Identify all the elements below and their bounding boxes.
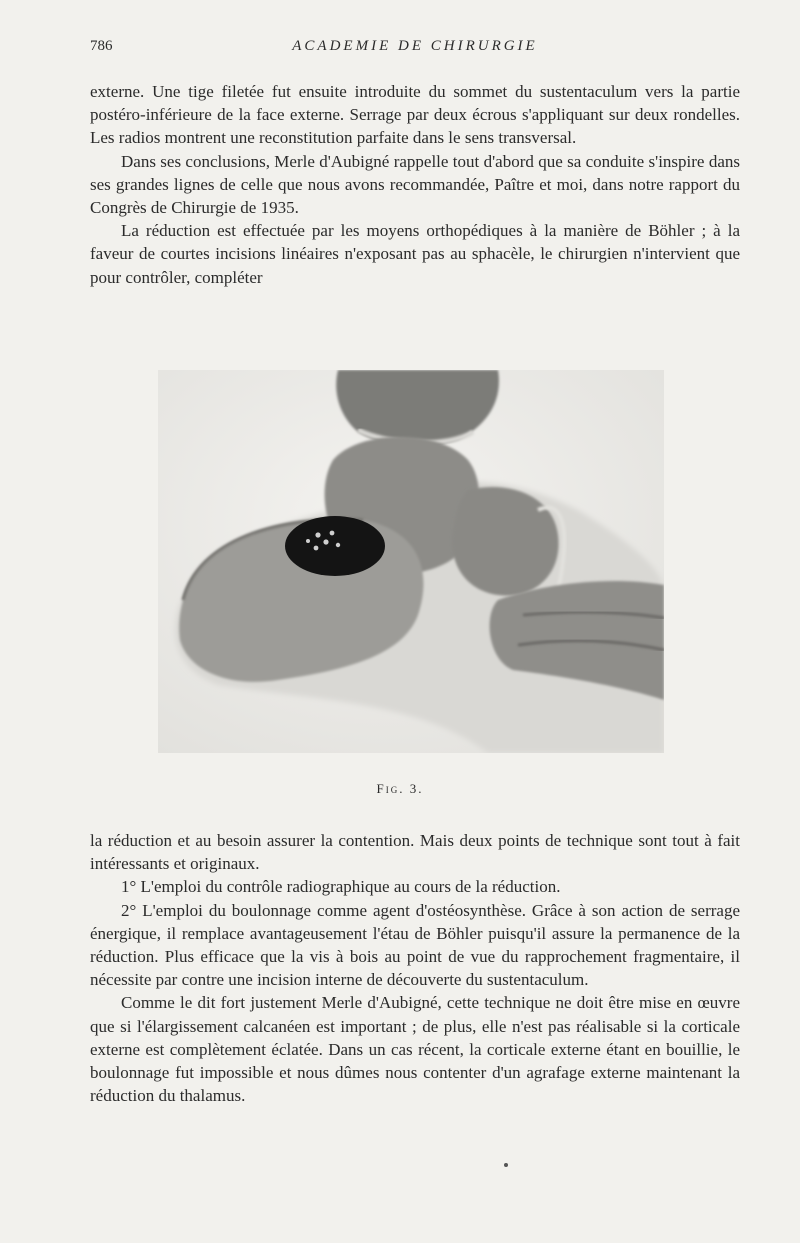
paragraph: 2° L'emploi du boulonnage comme agent d'ostéosynthèse. Grâce à son action de serrage énergique, il remplace avantageusement l'étau de Böhler puisqu'il assure la permanence de la réduction. Plus efficace que la vis à bois au point de vue du rapprochement fragmentaire, il nécessite par contre une incision interne de découverte du sustentaculum. [90,900,740,990]
paragraph: externe. Une tige filetée fut ensuite introduite du sommet du sustentaculum vers la partie postéro-inférieure de la face externe. Serrage par deux écrous s'appliquant sur deux rondelles. Les radios montrent une reconstitution parfaite dans le sens transversal. [90,82,740,148]
page-number: 786 [90,38,113,54]
xray-figure [158,370,664,753]
text-block-top [90,80,740,289]
ink-speck [504,1163,508,1167]
paragraph: Comme le dit fort justement Merle d'Aubigné, cette technique ne doit être mise en œuvre que si l'élargissement calcanéen est important ; de plus, elle n'est pas réalisable si la corticale externe est complètement éclatée. Dans un cas récent, la corticale externe étant en bouillie, le boulonnage fut impossible et nous dûmes nous contenter d'un agrafage externe maintenant la réduction du thalamus. [90,993,740,1106]
text-block-bottom [90,829,740,1107]
paragraph: 1° L'emploi du contrôle radiographique au cours de la réduction. [121,877,561,897]
running-head: ACADEMIE DE CHIRURGIE [292,38,538,54]
figure-caption: Fig. 3. [376,781,424,796]
bolt-washer-marker [285,516,385,576]
foot-xray-image [158,370,664,753]
paragraph: La réduction est effectuée par les moyens orthopédiques à la manière de Böhler ; à la faveur de courtes incisions linéaires n'exposant pas au sphacèle, le chirurgien n'intervient que pour contrôler, compléter [90,221,740,287]
paragraph: la réduction et au besoin assurer la contention. Mais deux points de technique sont tout à fait intéressants et originaux. [90,831,740,874]
page-header [90,38,740,60]
paragraph: Dans ses conclusions, Merle d'Aubigné rappelle tout d'abord que sa conduite s'inspire dans ses grandes lignes de celle que nous avons recommandée, Paître et moi, dans notre rapport du Congrès de Chirurgie de 1935. [90,151,740,218]
